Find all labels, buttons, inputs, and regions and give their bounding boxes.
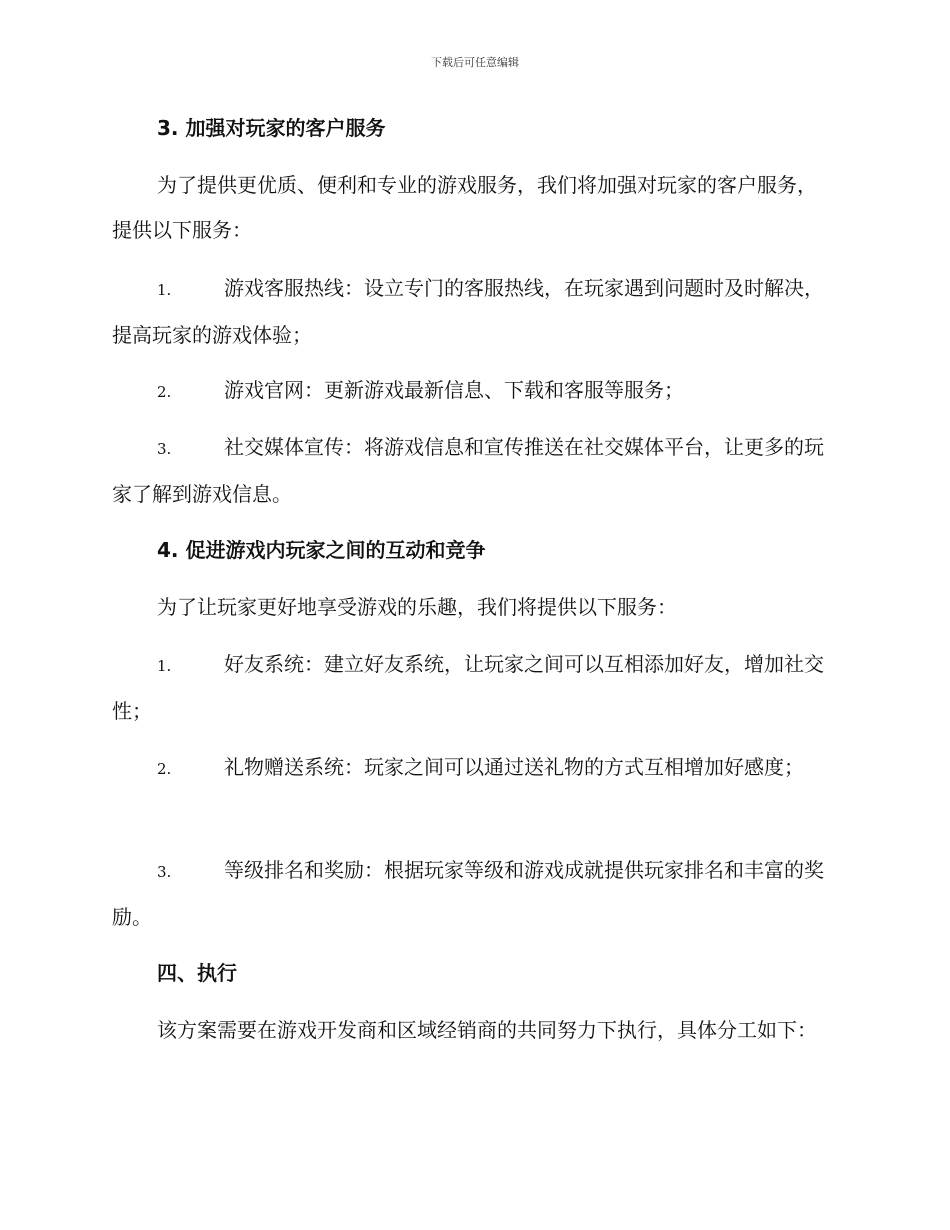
list-number: 1. xyxy=(157,281,172,299)
list-item xyxy=(112,848,832,940)
section-heading: 4. 促进游戏内玩家之间的互动和竞争 xyxy=(157,538,486,562)
section-heading: 3. 加强对玩家的客户服务 xyxy=(157,116,386,140)
list-text: 好友系统：建立好友系统，让玩家之间可以互相添加好友，增加社交性； xyxy=(112,652,824,723)
list-text: 礼物赠送系统：玩家之间可以通过送礼物的方式互相增加好感度； xyxy=(224,755,804,779)
list-item xyxy=(112,745,832,792)
list-item xyxy=(112,425,832,517)
list-item xyxy=(112,266,832,358)
list-text: 游戏客服热线：设立专门的客服热线，在玩家遇到问题时及时解决，提高玩家的游戏体验； xyxy=(112,276,824,347)
section-heading: 四、执行 xyxy=(157,961,237,985)
list-text: 等级排名和奖励：根据玩家等级和游戏成就提供玩家排名和丰富的奖励。 xyxy=(112,858,824,929)
section-intro: 为了提供更优质、便利和专业的游戏服务，我们将加强对玩家的客户服务，提供以下服务： xyxy=(112,173,817,242)
list-number: 3. xyxy=(157,440,172,458)
list-item xyxy=(112,368,832,415)
list-number: 1. xyxy=(157,657,172,675)
section-intro: 该方案需要在游戏开发商和区域经销商的共同努力下执行，具体分工如下： xyxy=(157,1018,817,1042)
list-number: 2. xyxy=(157,383,172,401)
list-text: 游戏官网：更新游戏最新信息、下载和客服等服务； xyxy=(224,378,684,402)
list-item xyxy=(112,642,832,734)
list-text: 社交媒体宣传：将游戏信息和宣传推送在社交媒体平台，让更多的玩家了解到游戏信息。 xyxy=(112,435,824,506)
list-number: 3. xyxy=(157,863,172,881)
list-number: 2. xyxy=(157,760,172,778)
section-intro: 为了让玩家更好地享受游戏的乐趣，我们将提供以下服务： xyxy=(157,595,677,619)
page-header: 下载后可任意编辑 xyxy=(431,56,519,69)
